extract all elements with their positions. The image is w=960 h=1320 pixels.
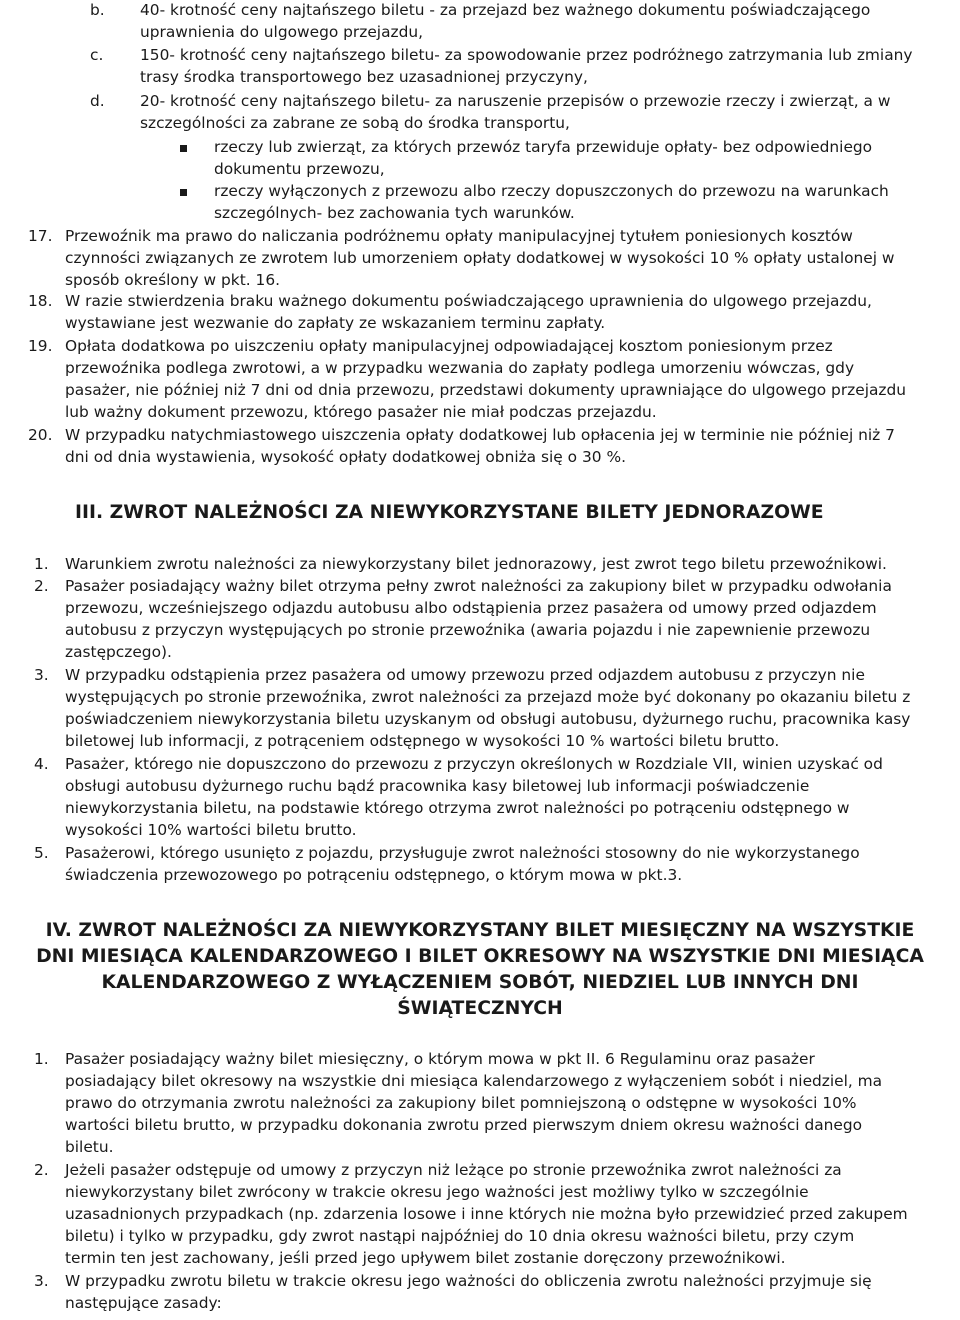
- numbered-item-18: [28, 290, 872, 334]
- list-item-text: Pasażerowi, którego usunięto z pojazdu, przysługuje zwrot należności stosowny do nie wykorzystanego świadczenia przewozowego po potrąceniu odstępnego, o którym mowa w pkt.3.: [65, 844, 860, 884]
- section4-item-2: [34, 1159, 908, 1269]
- sub-bullet-item: [180, 136, 872, 180]
- list-item-text: W przypadku natychmiastowego uiszczenia opłaty dodatkowej lub opłacenia jej w terminie nie później niż 7 dni od dnia wystawienia, wysokość opłaty dodatkowej obniża się o 30 %.: [65, 426, 895, 466]
- section3-item-4: [34, 753, 883, 841]
- list-item-text: W przypadku zwrotu biletu w trakcie okresu jego ważności do obliczenia zwrotu należności przyjmuje się następujące zasady:: [65, 1272, 872, 1312]
- list-marker: c.: [90, 46, 104, 64]
- list-item-text: 40- krotność ceny najtańszego biletu - za przejazd bez ważnego dokumentu poświadczającego uprawnienia do ulgowego przejazdu,: [140, 1, 871, 41]
- numbered-item-19: [28, 335, 906, 423]
- section4-item-1: [34, 1048, 882, 1158]
- list-marker: 1.: [34, 1050, 49, 1068]
- list-item-b: [90, 0, 870, 43]
- list-marker: d.: [90, 92, 105, 110]
- list-item-text: Pasażer posiadający ważny bilet otrzyma pełny zwrot należności za zakupiony bilet w przypadku odwołania przewozu, wcześniejszego odjazdu autobusu albo odstąpienia przez pasażera od umowy przed odjazdem autobusu z przyczyn występujących po stronie przewoźnika (awaria pojazdu i nie zapewnienie przewozu zastępczego).: [65, 577, 892, 661]
- list-marker: 3.: [34, 1272, 49, 1290]
- section-heading-iii: III. ZWROT NALEŻNOŚCI ZA NIEWYKORZYSTANE BILETY JEDNORAZOWE: [75, 502, 824, 523]
- section4-item-3: [34, 1270, 872, 1314]
- list-marker: 2.: [34, 1161, 49, 1179]
- list-marker: 1.: [34, 555, 49, 573]
- list-item-text: 20- krotność ceny najtańszego biletu- za naruszenie przepisów o przewozie rzeczy i zwierząt, a w szczególności za zabrane ze sobą do środka transportu,: [140, 92, 891, 132]
- section3-item-5: [34, 842, 860, 886]
- list-marker: 19.: [28, 337, 53, 355]
- list-item-text: Przewoźnik ma prawo do naliczania podróżnemu opłaty manipulacyjnej tytułem poniesionych kosztów czynności związanych ze zwrotem lub umorzeniem opłaty dodatkowej w wysokości 10 % opłaty ustalonej w sposób określony w pkt. 16.: [65, 227, 895, 289]
- list-item-c: [90, 44, 913, 88]
- section3-item-1: [34, 553, 887, 575]
- list-marker: 2.: [34, 577, 49, 595]
- square-bullet-icon: [180, 189, 187, 196]
- list-marker: 4.: [34, 755, 49, 773]
- list-item-text: 150- krotność ceny najtańszego biletu- za spowodowanie przez podróżnego zatrzymania lub zmiany trasy środka transportowego bez uzasadnionej przyczyny,: [140, 46, 913, 86]
- numbered-item-20: [28, 424, 895, 468]
- list-marker: 20.: [28, 426, 53, 444]
- list-marker: 18.: [28, 292, 53, 310]
- list-item-text: Pasażer, którego nie dopuszczono do przewozu z przyczyn określonych w Rozdziale VII, winien uzyskać od obsługi autobusu dyżurnego ruchu bądź pracownika kasy biletowej lub informacji poświadczenie niewykorzystania biletu, na podstawie którego otrzyma zwrot należności po potrąceniu odstępnego w wysokości 10% wartości biletu brutto.: [65, 755, 883, 839]
- list-item-text: Pasażer posiadający ważny bilet miesięczny, o którym mowa w pkt II. 6 Regulaminu oraz pasażer posiadający bilet okresowy na wszystkie dni miesiąca kalendarzowego z wyłączeniem sobót i niedziel, ma prawo do otrzymania zwrotu należności za zakupiony bilet pomniejszoną o odstępne w wysokości 10% wartości biletu brutto, w przypadku dokonania zwrotu przed pierwszym dniem okresu ważności danego biletu.: [65, 1050, 883, 1156]
- list-item-text: Warunkiem zwrotu należności za niewykorzystany bilet jednorazowy, jest zwrot tego biletu przewoźnikowi.: [65, 555, 887, 573]
- sub-bullet-text: rzeczy lub zwierząt, za których przewóz taryfa przewiduje opłaty- bez odpowiedniego dokumentu przewozu,: [214, 138, 873, 178]
- list-item-d: [90, 90, 890, 134]
- list-marker: 17.: [28, 227, 53, 245]
- section3-item-3: [34, 664, 910, 752]
- numbered-item-17: [28, 225, 895, 291]
- sub-bullet-text: rzeczy wyłączonych z przewozu albo rzeczy dopuszczonych do przewozu na warunkach szczególnych- bez zachowania tych warunków.: [214, 182, 889, 222]
- sub-bullet-item: [180, 180, 889, 224]
- list-item-text: Opłata dodatkowa po uiszczeniu opłaty manipulacyjnej odpowiadającej kosztom poniesionym przez przewoźnika podlega zwrotowi, a w przypadku wezwania do zapłaty podlega umorzeniu wówczas, gdy pasażer, nie później niż 7 dni od dnia przewozu, przedstawi dokumenty uprawniające do ulgowego przejazdu lub ważny dokument przewozu, którego pasażer nie miał podczas przejazdu.: [65, 337, 907, 421]
- list-item-text: Jeżeli pasażer odstępuje od umowy z przyczyn niż leżące po stronie przewoźnika zwrot należności za niewykorzystany bilet zwrócony w trakcie okresu jego ważności jest możliwy tylko w szczególnie uzasadnionych przypadkach (np. zdarzenia losowe i inne których nie można było przewidzieć przed zakupem biletu) i tylko w przypadku, gdy zwrot nastąpi najpóźniej do 10 dnia okresu ważności biletu, przy czym termin ten jest zachowany, jeśli przed jego upływem bilet zostanie doręczony przewoźnikowi.: [65, 1161, 908, 1267]
- section-heading-iv: IV. ZWROT NALEŻNOŚCI ZA NIEWYKORZYSTANY BILET MIESIĘCZNY NA WSZYSTKIE DNI MIESIĄCA KALENDARZOWEGO I BILET OKRESOWY NA WSZYSTKIE DNI MIESIĄCA KALENDARZOWEGO Z WYŁĄCZENIEM SOBÓT, NIEDZIEL LUB INNYCH DNI ŚWIĄTECZNYCH: [36, 920, 924, 1019]
- square-bullet-icon: [180, 145, 187, 152]
- list-marker: b.: [90, 1, 105, 19]
- list-item-text: W przypadku odstąpienia przez pasażera od umowy przewozu przed odjazdem autobusu z przyczyn nie występujących po stronie przewoźnika, zwrot należności za przejazd może być dokonany po okazaniu biletu z poświadczeniem niewykorzystania biletu uzyskanym od obsługi autobusu, dyżurnego ruchu, pracownika kasy biletowej lub informacji, z potrąceniem odstępnego w wysokości 10 % wartości biletu brutto.: [65, 666, 911, 750]
- section3-item-2: [34, 575, 892, 663]
- list-item-text: W razie stwierdzenia braku ważnego dokumentu poświadczającego uprawnienia do ulgowego przejazdu, wystawiane jest wezwanie do zapłaty ze wskazaniem terminu zapłaty.: [65, 292, 872, 332]
- list-marker: 5.: [34, 844, 49, 862]
- list-marker: 3.: [34, 666, 49, 684]
